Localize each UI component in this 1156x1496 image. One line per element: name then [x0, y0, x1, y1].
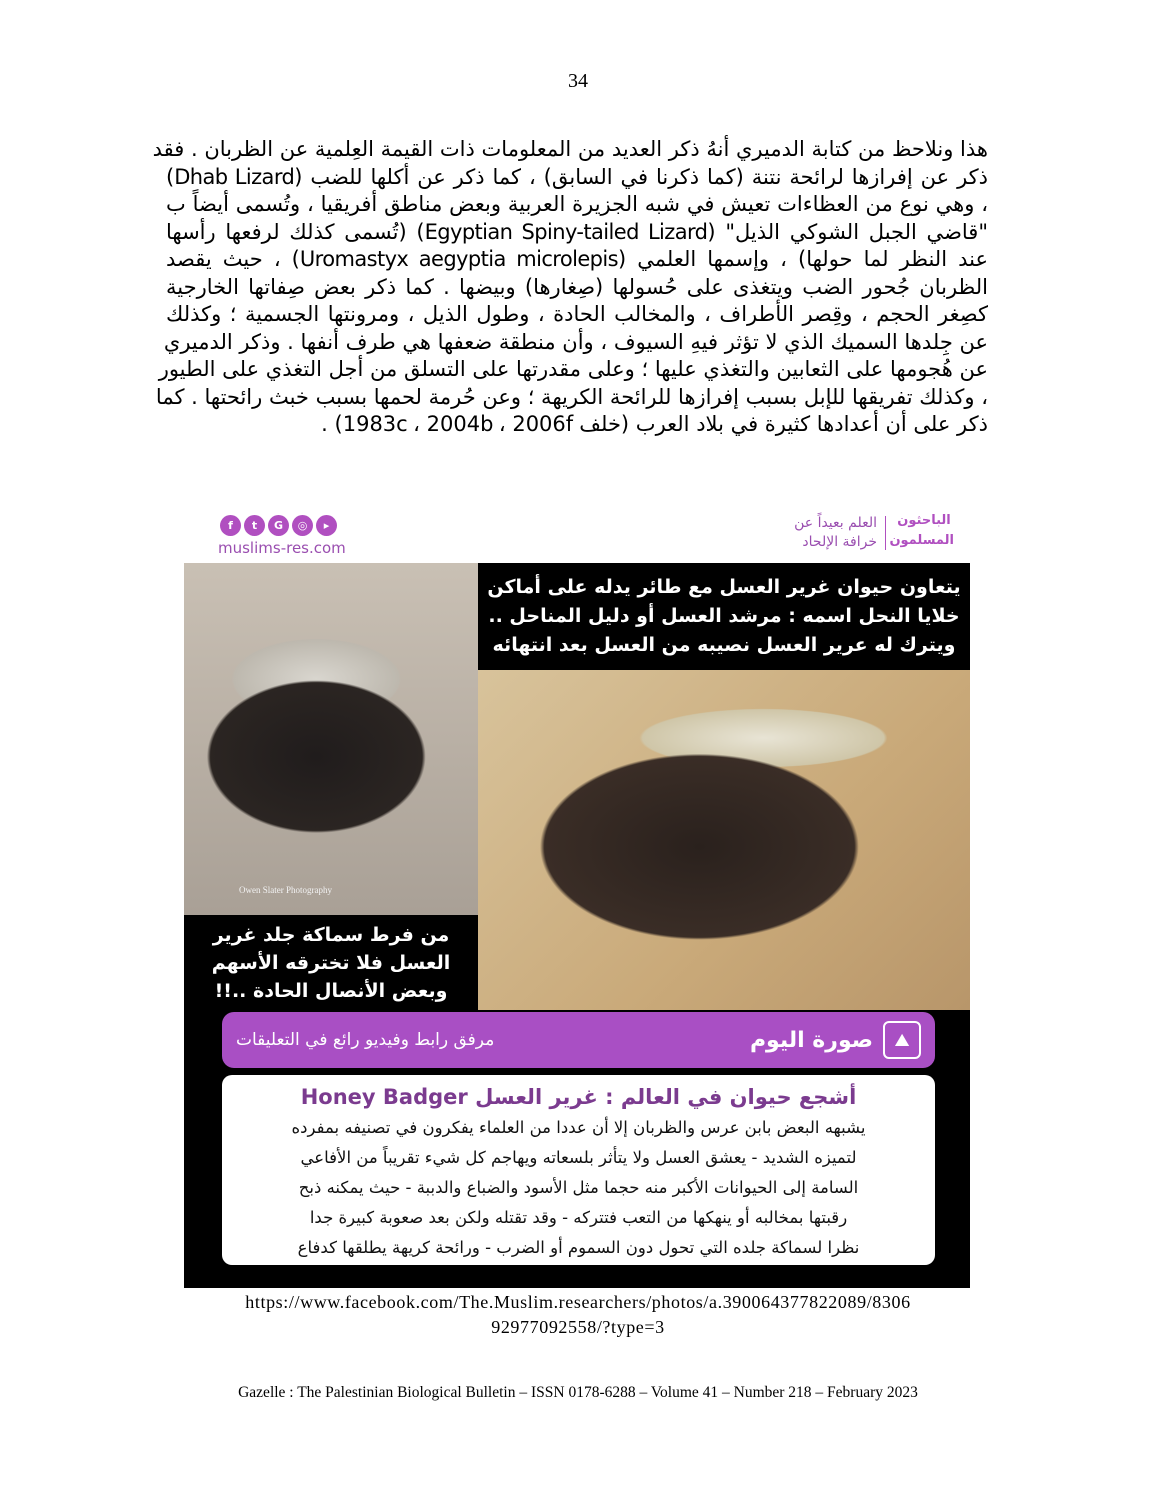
figure-header — [184, 505, 970, 563]
image-icon: ⛰ — [883, 1021, 921, 1059]
source-url: https://www.facebook.com/The.Muslim.researchers/photos/a.390064377822089/8306 — [245, 1292, 911, 1312]
paragraph-line: كصِغر الحجم ، وقِصر الأطراف ، والمخالب الحادة ، وطول الذيل ، ومرونتها الجسمية ؛ وكذلك — [166, 302, 988, 326]
caption-line: العسل فلا تخترقه الأسهم — [211, 952, 451, 974]
caption-line: خلايا النحل اسمه : مرشد العسل أو دليل المناحل .. — [488, 605, 960, 627]
honey-badger-photo — [478, 670, 970, 1010]
twitter-icon: t — [244, 515, 265, 536]
caption-line: من فرط سماكة جلد غرير — [212, 924, 450, 946]
picture-of-day-band — [222, 1012, 935, 1068]
source-url: 92977092558/?type=3 — [491, 1317, 665, 1337]
paragraph-line: هذا ونلاحظ من كتابة الدميري أنهُ ذكر العديد من المعلومات ذات القيمة العِلمية عن الظربان . فقد — [152, 137, 988, 161]
tagline-line: العلم بعيداً عن — [794, 515, 877, 531]
info-line: نظرا لسماكة جلده التي تحول دون السموم أو الضرب - ورائحة كريهة يطلقها كدفاع — [297, 1238, 860, 1257]
band-subtitle: مرفق رابط وفيديو رائع في التعليقات — [236, 1030, 495, 1050]
paragraph-line: عند النظر لما حولها) ، وإسمها العلمي (Uromastyx aegyptia microlepis) ، حيث يقصد — [166, 247, 989, 271]
youtube-icon: ▸ — [316, 515, 337, 536]
footer: Gazelle : The Palestinian Biological Bulletin – ISSN 0178-6288 – Volume 41 – Number 218 – February 2023 — [238, 1384, 918, 1401]
caption-line: يتعاون حيوان غرير العسل مع طائر يدله على أماكن — [487, 576, 961, 598]
paragraph-line: "قاضي الجبل الشوكي الذيل" (Egyptian Spiny-tailed Lizard) (تُسمى كذلك لرفعها رأسها — [166, 219, 988, 244]
logo-line: الباحثون — [897, 513, 951, 528]
honey-badger-figure — [184, 505, 970, 1288]
instagram-icon: ◎ — [292, 515, 313, 536]
paragraph-line: عن هُجومها على الثعابين والتغذي عليها ؛ وعلى مقدرتها على التسلق من أجل التغذي على الطيور — [158, 357, 988, 381]
tagline-line: خرافة الإلحاد — [802, 534, 877, 550]
info-line: رقبتها بمخالبه أو ينهكها من التعب فتتركه - وقد تقتله ولكن بعد صعوبة كبيرة جدا — [309, 1208, 848, 1227]
paragraph-line: الظربان جُحور الضب ويتغذى على حُسولها (صِغارها) وبيضها . كما ذكر بعض صِفاتها الخارجية — [166, 274, 988, 299]
badger-porcupine-photo — [184, 563, 478, 915]
page-number: 34 — [568, 70, 588, 92]
info-line: لتميزه الشديد - يعشق العسل ولا يتأثر بلسعاته ويهاجم كل شيء تقريباً من الأفاعي — [300, 1148, 857, 1167]
caption-top-right — [478, 563, 970, 670]
band-title: صورة اليوم — [749, 1027, 873, 1053]
paragraph-line: ، وكذلك تفريقها للإبل بسبب إفرازها للرائحة الكريهة ؛ وعن حُرمة لحمها بسبب خبث رائحتها . كما — [155, 384, 988, 409]
paragraph-line: ذكر على أن أعدادها كثيرة في بلاد العرب (خلف 1983c ، 2004b ، 2006f) . — [321, 412, 988, 436]
info-line: السامة إلى الحيوانات الأكبر منه حجما مثل الأسود والضباع والدببة - حيث يمكنه ذبح — [298, 1178, 859, 1197]
info-line: يشبهه البعض بابن عرس والظربان إلا أن عددا من العلماء يفكرون في تصنيفه بمفرده — [291, 1118, 866, 1137]
caption-line: وبعض الأنصال الحادة ..!! — [214, 980, 448, 1002]
info-title: أشجع حيوان في العالم : غرير العسل Honey Badger — [300, 1085, 857, 1109]
brand — [794, 511, 954, 555]
google-plus-icon: G — [268, 515, 289, 536]
paragraph-line: ذكر عن إفرازها لرائحة نتنة (كما ذكرنا في السابق) ، كما ذكر عن أكلها للضب (Dhab Lizard) — [166, 164, 988, 189]
site-name: muslims-res.com — [218, 539, 346, 557]
facebook-icon: f — [220, 515, 241, 536]
paragraph-line: عن جِلدها السميك الذي لا تؤثر فيهِ السيوف ، وأن منطقة ضعفها هي طرف أنفها . وذكر الدميري — [163, 329, 988, 354]
divider — [885, 516, 886, 550]
caption-line: ويترك له عرير العسل نصيبه من العسل بعد انتهائه — [492, 634, 956, 656]
logo-line: المسلمون — [889, 533, 954, 548]
brand-logo — [889, 511, 954, 555]
body-paragraph — [152, 136, 989, 439]
social-icons — [220, 515, 337, 536]
info-box — [222, 1075, 935, 1265]
paragraph-line: ، وهي نوع من العظاءات تعيش في شبه الجزيرة العربية وبعض مناطق أفريقيا ، وتُسمى أيضاً ب — [166, 192, 988, 216]
caption-left — [184, 915, 478, 1010]
tagline — [794, 514, 877, 552]
photo-credit: Owen Slater Photography — [239, 885, 332, 895]
